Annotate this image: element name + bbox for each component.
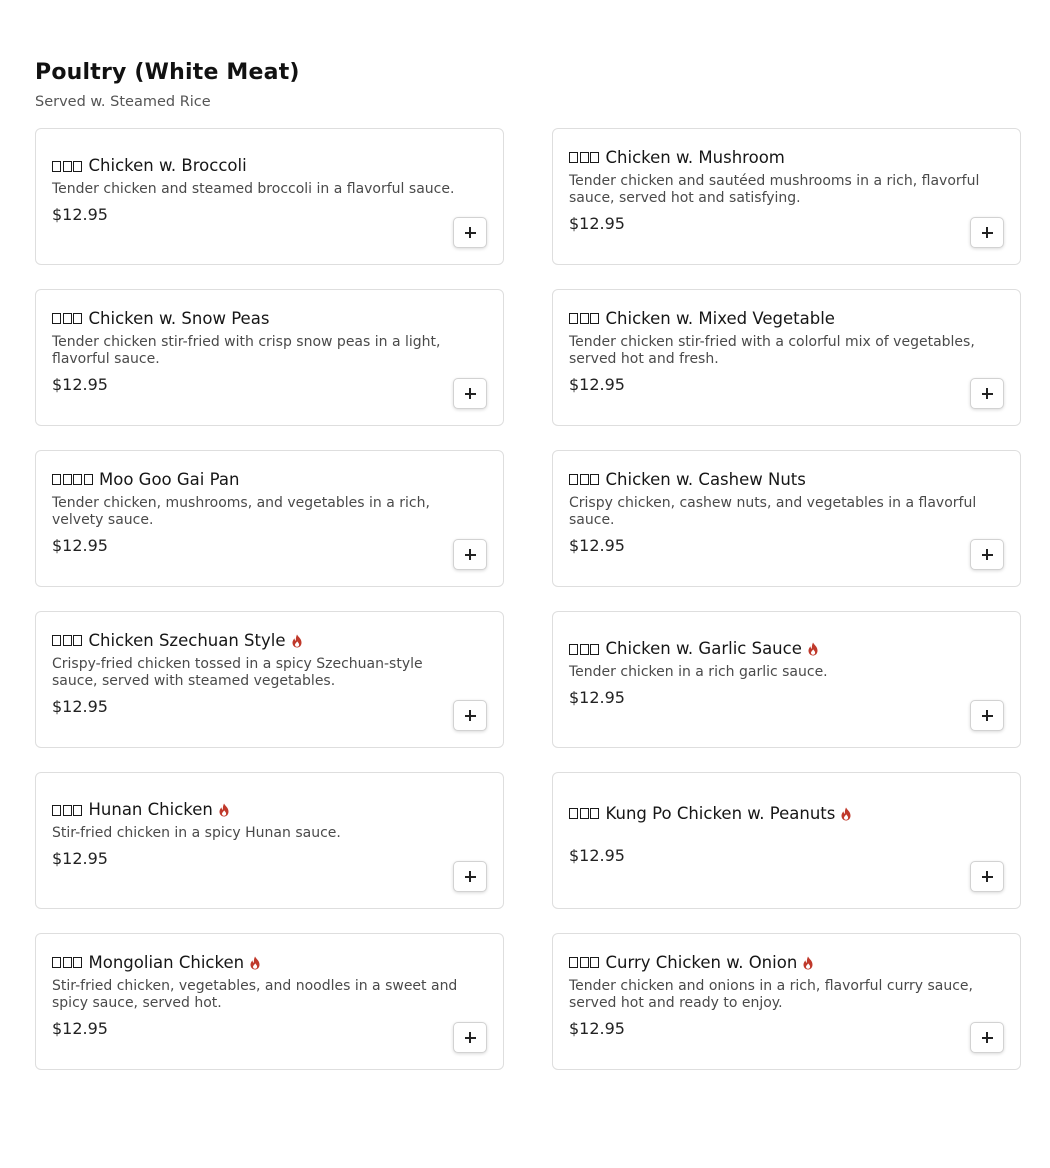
item-name-row <box>52 630 463 652</box>
item-name-row <box>569 803 980 825</box>
item-name-row <box>52 952 463 974</box>
glyph-placeholder <box>63 957 72 968</box>
add-to-cart-button[interactable] <box>453 539 487 570</box>
glyph-placeholder <box>63 805 72 816</box>
plus-icon <box>465 549 476 560</box>
add-to-cart-button[interactable] <box>970 217 1004 248</box>
item-name: Chicken w. Cashew Nuts <box>605 469 806 489</box>
glyph-placeholder <box>73 313 82 324</box>
glyph-placeholder <box>63 161 72 172</box>
spicy-flame-icon <box>840 807 852 821</box>
menu-item-card[interactable] <box>35 128 504 265</box>
glyph-placeholder <box>580 808 589 819</box>
item-name: Chicken w. Mushroom <box>605 147 785 167</box>
menu-item-card[interactable] <box>35 450 504 587</box>
menu-item-card[interactable] <box>35 611 504 748</box>
item-price: $12.95 <box>52 535 108 555</box>
item-price: $12.95 <box>569 535 625 555</box>
glyph-placeholder <box>580 957 589 968</box>
glyph-placeholder <box>63 474 72 485</box>
item-price: $12.95 <box>52 696 108 716</box>
glyph-placeholder <box>569 808 578 819</box>
spicy-flame-icon <box>291 634 303 648</box>
item-name-row <box>569 469 980 491</box>
spicy-flame-icon <box>807 642 819 656</box>
glyph-placeholder <box>590 644 599 655</box>
menu-section <box>35 58 1021 1038</box>
add-to-cart-button[interactable] <box>970 1022 1004 1053</box>
menu-item-card[interactable] <box>552 772 1021 909</box>
item-name: Chicken w. Broccoli <box>88 156 247 175</box>
add-to-cart-button[interactable] <box>453 861 487 892</box>
item-description: Tender chicken, mushrooms, and vegetables in a rich, velvety sauce. <box>52 494 430 528</box>
glyph-placeholder <box>73 161 82 172</box>
glyph-placeholder <box>73 474 82 485</box>
item-name: Hunan Chicken <box>88 800 213 819</box>
glyph-placeholder <box>63 313 72 324</box>
spicy-flame-icon <box>249 956 261 970</box>
chinese-name-glyphs <box>569 644 601 655</box>
plus-icon <box>982 388 993 399</box>
plus-icon <box>465 710 476 721</box>
menu-item-card[interactable] <box>552 611 1021 748</box>
item-name-row <box>52 469 463 491</box>
glyph-placeholder <box>580 474 589 485</box>
plus-icon <box>465 227 476 238</box>
item-price: $12.95 <box>52 205 108 224</box>
glyph-placeholder <box>590 152 599 163</box>
add-to-cart-button[interactable] <box>970 861 1004 892</box>
add-to-cart-button[interactable] <box>453 1022 487 1053</box>
add-to-cart-button[interactable] <box>970 700 1004 731</box>
chinese-name-glyphs <box>52 957 84 968</box>
item-price: $12.95 <box>569 845 625 865</box>
glyph-placeholder <box>569 957 578 968</box>
glyph-placeholder <box>73 957 82 968</box>
item-name: Chicken w. Garlic Sauce <box>605 639 802 658</box>
item-name: Kung Po Chicken w. Peanuts <box>605 803 836 823</box>
item-description: Crispy-fried chicken tossed in a spicy Szechuan-style sauce, served with steamed vegetables. <box>52 655 423 689</box>
add-to-cart-button[interactable] <box>453 700 487 731</box>
section-subtitle: Served w. Steamed Rice <box>35 94 211 110</box>
item-description <box>569 829 980 839</box>
menu-item-card[interactable] <box>35 933 504 1070</box>
glyph-placeholder <box>52 957 61 968</box>
item-description: Tender chicken stir-fried with a colorful mix of vegetables, served hot and fresh. <box>569 333 975 367</box>
menu-item-card[interactable] <box>552 933 1021 1070</box>
item-name-row <box>52 155 463 177</box>
spicy-flame-icon <box>802 956 814 970</box>
glyph-placeholder <box>590 313 599 324</box>
item-price: $12.95 <box>52 1018 108 1038</box>
menu-item-card[interactable] <box>552 289 1021 426</box>
add-to-cart-button[interactable] <box>453 217 487 248</box>
glyph-placeholder <box>73 805 82 816</box>
menu-item-card[interactable] <box>552 450 1021 587</box>
glyph-placeholder <box>590 957 599 968</box>
menu-item-card[interactable] <box>552 128 1021 265</box>
glyph-placeholder <box>84 474 93 485</box>
item-name-row <box>52 308 463 330</box>
glyph-placeholder <box>569 474 578 485</box>
item-description: Crispy chicken, cashew nuts, and vegetables in a flavorful sauce. <box>569 494 977 528</box>
item-name: Chicken w. Snow Peas <box>88 308 270 328</box>
chinese-name-glyphs <box>52 635 84 646</box>
chinese-name-glyphs <box>52 161 84 172</box>
chinese-name-glyphs <box>52 474 94 485</box>
plus-icon <box>982 871 993 882</box>
chinese-name-glyphs <box>569 957 601 968</box>
item-price: $12.95 <box>52 374 108 394</box>
glyph-placeholder <box>580 644 589 655</box>
item-price: $12.95 <box>569 688 625 707</box>
glyph-placeholder <box>590 474 599 485</box>
add-to-cart-button[interactable] <box>970 378 1004 409</box>
chinese-name-glyphs <box>569 474 601 485</box>
add-to-cart-button[interactable] <box>970 539 1004 570</box>
item-name: Curry Chicken w. Onion <box>605 952 798 972</box>
item-description: Tender chicken and sautéed mushrooms in a rich, flavorful sauce, served hot and satisfying. <box>569 172 980 206</box>
item-description: Tender chicken and onions in a rich, flavorful curry sauce, served hot and ready to enjoy. <box>569 977 973 1011</box>
item-description: Stir-fried chicken in a spicy Hunan sauce. <box>52 825 341 841</box>
item-name: Chicken Szechuan Style <box>88 630 286 650</box>
chinese-name-glyphs <box>569 313 601 324</box>
item-price: $12.95 <box>569 1018 625 1038</box>
item-name-row <box>569 147 980 169</box>
item-name: Moo Goo Gai Pan <box>99 469 240 489</box>
item-description: Tender chicken in a rich garlic sauce. <box>569 664 828 680</box>
glyph-placeholder <box>52 313 61 324</box>
glyph-placeholder <box>580 152 589 163</box>
spicy-flame-icon <box>218 803 230 817</box>
glyph-placeholder <box>52 161 61 172</box>
menu-item-card[interactable] <box>35 289 504 426</box>
item-description: Tender chicken stir-fried with crisp snow peas in a light, flavorful sauce. <box>52 333 441 367</box>
section-title: Poultry (White Meat) <box>35 60 300 85</box>
item-name-row <box>569 638 980 660</box>
item-description: Stir-fried chicken, vegetables, and noodles in a sweet and spicy sauce, served hot. <box>52 977 458 1011</box>
item-name: Mongolian Chicken <box>88 952 245 972</box>
menu-grid <box>35 128 1021 1070</box>
glyph-placeholder <box>569 644 578 655</box>
glyph-placeholder <box>590 808 599 819</box>
glyph-placeholder <box>580 313 589 324</box>
glyph-placeholder <box>52 474 61 485</box>
item-name: Chicken w. Mixed Vegetable <box>605 308 835 328</box>
item-price: $12.95 <box>569 213 625 233</box>
chinese-name-glyphs <box>52 313 84 324</box>
chinese-name-glyphs <box>569 152 601 163</box>
menu-item-card[interactable] <box>35 772 504 909</box>
glyph-placeholder <box>52 635 61 646</box>
glyph-placeholder <box>63 635 72 646</box>
item-name-row <box>569 308 980 330</box>
item-description: Tender chicken and steamed broccoli in a flavorful sauce. <box>52 181 455 197</box>
add-to-cart-button[interactable] <box>453 378 487 409</box>
glyph-placeholder <box>52 805 61 816</box>
item-name-row <box>52 799 463 821</box>
glyph-placeholder <box>569 313 578 324</box>
item-name-row <box>569 952 980 974</box>
plus-icon <box>982 549 993 560</box>
plus-icon <box>465 388 476 399</box>
chinese-name-glyphs <box>52 805 84 816</box>
plus-icon <box>465 1032 476 1043</box>
plus-icon <box>982 227 993 238</box>
item-price: $12.95 <box>569 374 625 394</box>
glyph-placeholder <box>569 152 578 163</box>
plus-icon <box>465 871 476 882</box>
plus-icon <box>982 1032 993 1043</box>
plus-icon <box>982 710 993 721</box>
chinese-name-glyphs <box>569 808 601 819</box>
glyph-placeholder <box>73 635 82 646</box>
item-price: $12.95 <box>52 849 108 868</box>
